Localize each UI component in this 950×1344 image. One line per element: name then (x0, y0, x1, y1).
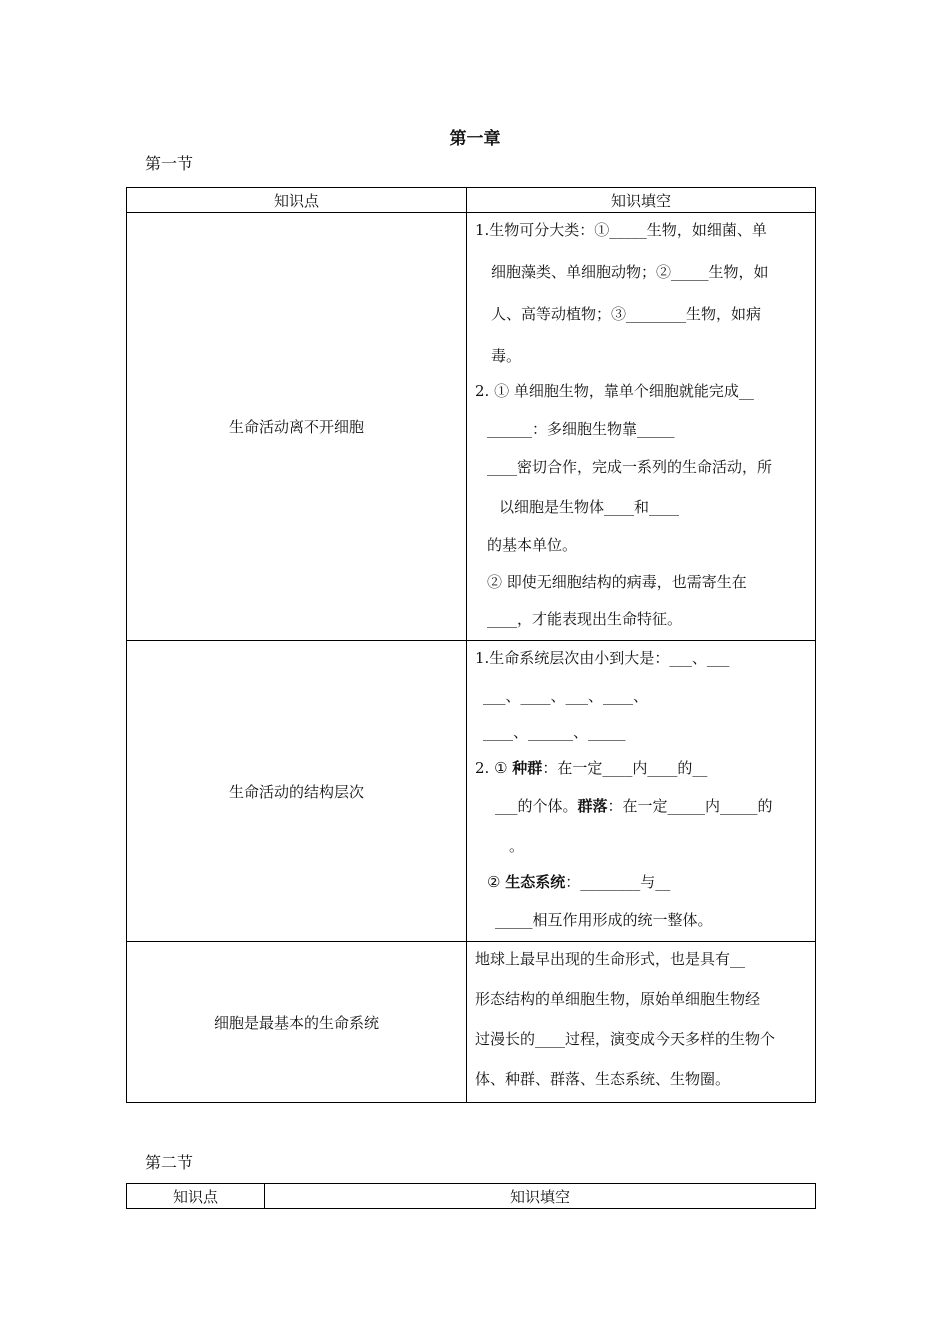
header-knowledge-point: 知识点 (127, 1184, 265, 1209)
fill-line: 1.生命系统层次由小到大是：___、___ (475, 649, 730, 667)
fill-line: ____密切合作，完成一系列的生命活动，所 (487, 458, 773, 476)
topic-cell: 生命活动的结构层次 (127, 641, 467, 942)
fill-line: ② 即使无细胞结构的病毒，也需寄生在 (487, 573, 747, 591)
fill-line: 细胞藻类、单细胞动物；②_____生物，如 (491, 263, 769, 281)
topic-cell: 细胞是最基本的生命系统 (127, 942, 467, 1103)
term-community: 群落 (577, 797, 608, 815)
fill-line: 体、种群、群落、生态系统、生物圈。 (475, 1070, 731, 1088)
chapter-title: 第一章 (449, 129, 501, 149)
section-2-table (126, 1183, 816, 1209)
section-1-label: 第一节 (145, 154, 194, 173)
fill-line: 人、高等动植物；③________生物，如病 (491, 305, 762, 323)
section-1-table (126, 187, 816, 1103)
fill-cell (467, 942, 816, 1103)
table-row (127, 641, 816, 942)
fill-line: 过漫长的____过程，演变成今天多样的生物个 (475, 1030, 776, 1048)
fill-line: 1.生物可分大类：①_____生物，如细菌、单 (475, 221, 767, 239)
section-2-label: 第二节 (145, 1153, 194, 1172)
fill-line: 地球上最早出现的生命形式，也是具有__ (475, 950, 746, 968)
fill-line-2: 2. ① 种群：在一定____内____的__ (475, 759, 708, 777)
fill-line: 2. ① 单细胞生物，靠单个细胞就能完成__ (475, 382, 754, 400)
header-knowledge-point: 知识点 (127, 188, 467, 213)
fill-line: 的基本单位。 (487, 536, 578, 554)
table-header-row (127, 188, 816, 213)
fill-line: ___、____、___、____、 (483, 687, 649, 705)
table-header-row (127, 1184, 816, 1209)
fill-line: ______：多细胞生物靠_____ (487, 420, 675, 438)
header-knowledge-fill: 知识填空 (467, 188, 816, 213)
header-knowledge-fill: 知识填空 (265, 1184, 816, 1209)
term-ecosystem: 生态系统 (505, 873, 566, 891)
fill-line: 形态结构的单细胞生物，原始单细胞生物经 (475, 990, 761, 1008)
fill-line-2: ___的个体。群落：在一定_____内_____的 (495, 797, 773, 815)
topic-cell: 生命活动离不开细胞 (127, 213, 467, 641)
fill-line: 。 (509, 837, 525, 855)
fill-line: ____、______、_____ (483, 723, 626, 741)
table-row (127, 942, 816, 1103)
table-row (127, 213, 816, 641)
fill-line-2: ② 生态系统：________与__ (487, 873, 671, 891)
fill-line: ____，才能表现出生命特征。 (487, 610, 683, 628)
fill-cell (467, 641, 816, 942)
fill-cell (467, 213, 816, 641)
fill-line: _____相互作用形成的统一整体。 (495, 911, 713, 929)
term-population: 种群 (512, 759, 543, 777)
fill-line: 以细胞是生物体____和____ (499, 498, 680, 516)
fill-line: 毒。 (491, 347, 522, 365)
